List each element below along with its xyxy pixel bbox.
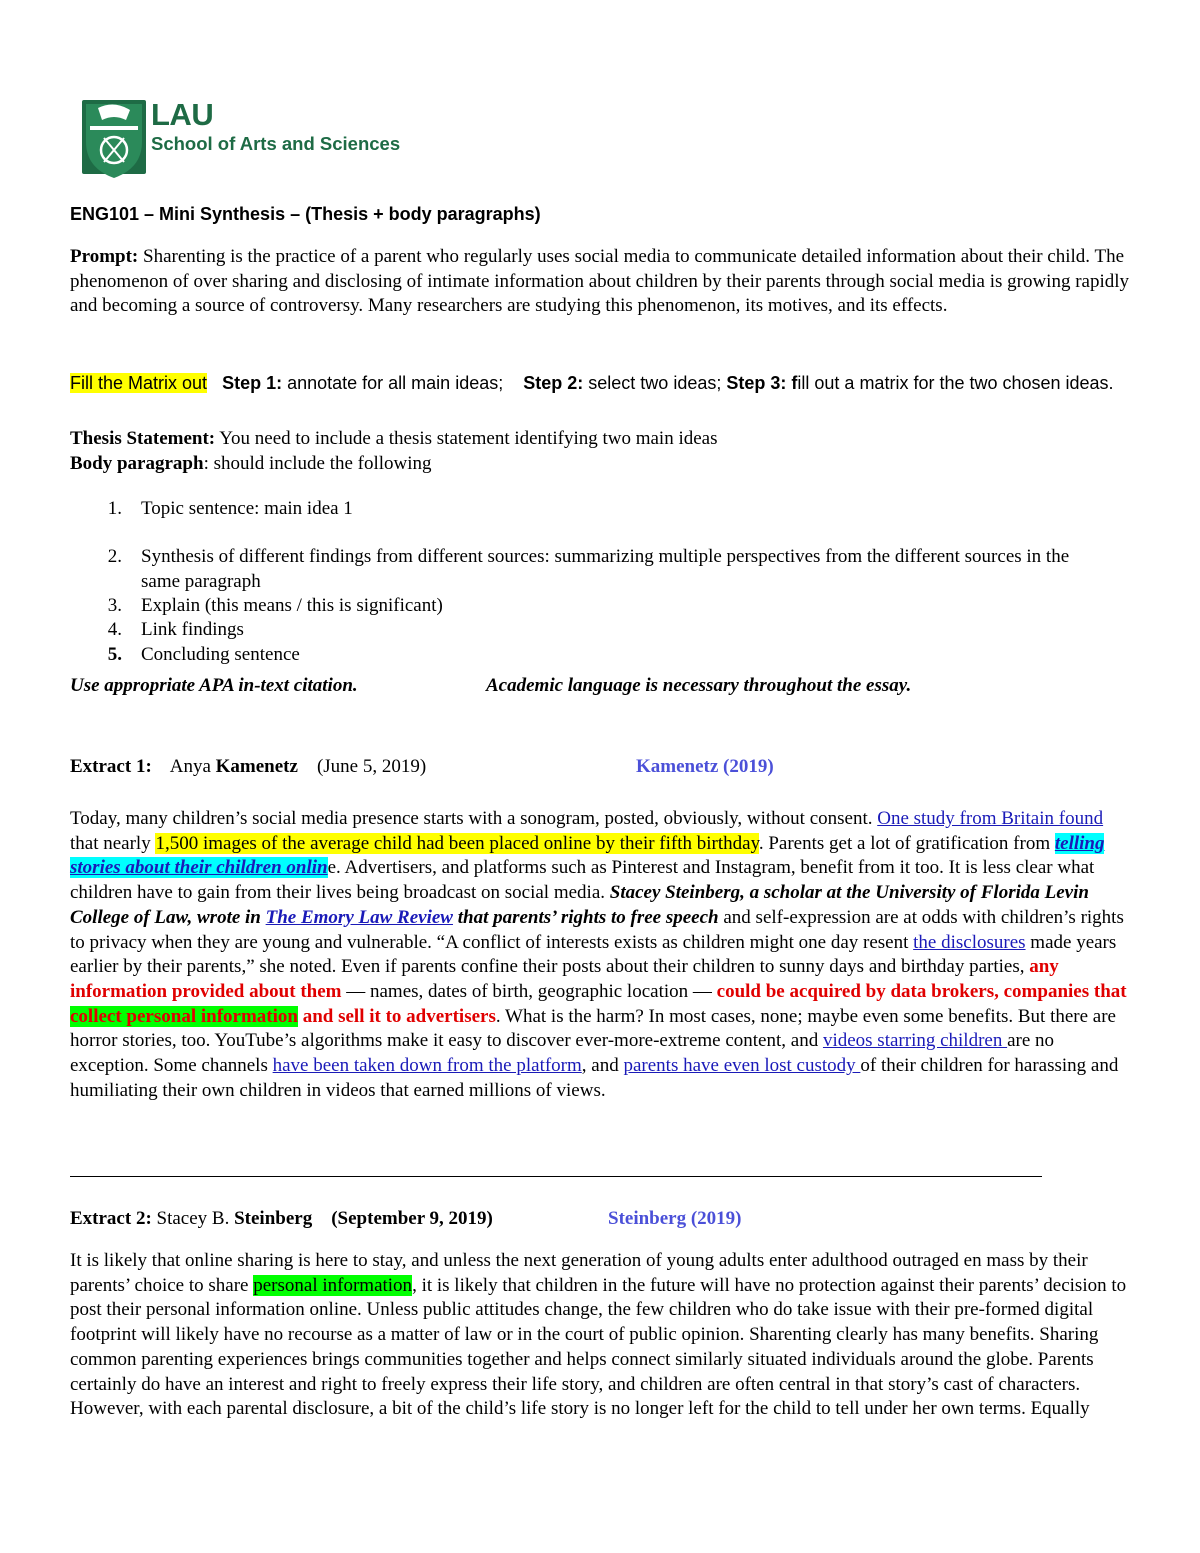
steps-paragraph (70, 370, 1130, 397)
document-title: ENG101 – Mini Synthesis – (Thesis + body paragraphs) (70, 204, 541, 224)
academic-note-text: Academic language is necessary throughout the essay. (486, 675, 912, 696)
extract2-author-first: Stacey B. (156, 1208, 230, 1229)
red-emphasis: could be acquired by data brokers, companies that (716, 980, 1127, 1002)
extract1-text: — names, dates of birth, geographic location — (341, 980, 717, 1002)
extract1-date: (June 5, 2019) (316, 756, 427, 777)
extract1-text: . What is the harm? In most cases, none; maybe even some benefits. But there are horror stories, too. YouTube’s algorithms make it easy to discover ever-more-extreme content, and (70, 1005, 1116, 1052)
extract1-text: , and (581, 1055, 624, 1077)
list-text: Topic sentence: main idea 1 (141, 498, 353, 519)
extract1-text: are no exception. Some channels (70, 1030, 1055, 1077)
extract2-header (70, 1207, 1130, 1232)
prompt-label: Prompt: (70, 246, 139, 267)
highlight-green-red: collect personal information (70, 1005, 298, 1027)
link-emory-law-review[interactable]: The Emory Law Review (265, 906, 453, 928)
red-emphasis: and sell it to advertisers (297, 1005, 496, 1027)
extract1-text: Today, many children’s social media presence starts with a sonogram, posted, obviously, without consent. (70, 808, 878, 829)
list-number: 2. (107, 546, 122, 567)
body-label: Body paragraph (70, 453, 204, 474)
list-number: 4. (107, 619, 122, 640)
prompt-paragraph (70, 245, 1130, 319)
list-text: Explain (this means / this is significant) (141, 595, 443, 616)
link-lost-custody[interactable]: parents have even lost custody (623, 1055, 861, 1077)
link-taken-down[interactable]: have been taken down from the platform (272, 1055, 582, 1077)
list-number: 5. (107, 644, 122, 665)
body-text: : should include the following (203, 453, 432, 474)
extract1-text: that nearly (70, 832, 156, 854)
step3-f: f (791, 373, 798, 393)
extract1-bold-italic: that parents’ rights to free speech (452, 906, 719, 928)
thesis-paragraph (70, 427, 1130, 452)
extract1-citation: Kamenetz (2019) (636, 756, 774, 777)
list-text: Concluding sentence (141, 644, 300, 665)
extract1-bold-italic: Stacey Steinberg, a scholar at the University of Florida Levin College of Law, wrote in (70, 882, 1089, 928)
extract1-label: Extract 1: (70, 756, 152, 777)
extract2-text: , it is likely that children in the future will have no protection against their parents’ decision to post their personal information online. Unless public attitudes change, the few children who do take issue with their pre-formed digital footprint will likely have no recourse as a matter of law or in the court of public opinion. Sharenting clearly has many benefits. Sharing common parenting experiences brings communities together and helps connect similarly situated individuals around the globe. Parents certainly do have an interest and right to freely express their life story, and children are often central in that story’s cast of characters. However, with each parental disclosure, a bit of the child’s life story is no longer left for the child to tell under her own terms. Equally (70, 1274, 1127, 1420)
extract2-citation: Steinberg (2019) (608, 1208, 742, 1229)
horizontal-rule (70, 1176, 1042, 1177)
step2-label: Step 2: (523, 373, 584, 393)
extract2-text: It is likely that online sharing is here to stay, and unless the next generation of young adults enter adulthood outraged en mass by their parents’ choice to share (70, 1250, 1088, 1296)
link-one-study[interactable]: One study from Britain found (877, 808, 1104, 829)
apa-note-text: Use appropriate APA in-text citation. (70, 675, 358, 696)
link-videos-starring-children[interactable]: videos starring children (822, 1030, 1008, 1052)
red-emphasis: any information provided about them (70, 956, 1059, 1002)
highlight-yellow: 1,500 images of the average child had been placed online by their fifth birthday (155, 832, 759, 854)
prompt-text: Sharenting is the practice of a parent who regularly uses social media to communicate detailed information about their child. The phenomenon of over sharing and disclosing of intimate information about children by their parents through social media is growing rapidly and becoming a source of controversy. Many researchers are studying this phenomenon, its motives, and its effects. (70, 246, 1130, 317)
logo-lau-text: LAU (151, 97, 214, 132)
link-the-disclosures[interactable]: the disclosures (913, 931, 1026, 953)
body-paragraph-instructions (70, 452, 1130, 477)
extract1-text: of their children for harassing and humiliating their own children in videos that earned millions of views. (70, 1055, 1119, 1101)
step3-label: Step 3: (726, 373, 787, 393)
thesis-text: You need to include a thesis statement identifying two main ideas (219, 428, 718, 449)
extract1-text: . Parents get a lot of gratification from (758, 832, 1055, 854)
extract1-author-first: Anya (169, 756, 211, 777)
step3-text: ill out a matrix for the two chosen ideas. (797, 373, 1114, 393)
list-text: Link findings (141, 619, 244, 640)
highlight-cyan-link[interactable]: telling stories about their children onlin (70, 832, 1105, 879)
extract1-text: made years earlier by their parents,” she noted. Even if parents confine their posts about their children to sunny days and birthday parties, (70, 931, 1117, 978)
list-number: 1. (107, 498, 122, 519)
academic-note (486, 674, 1086, 699)
extract2-label: Extract 2: (70, 1208, 152, 1229)
thesis-label: Thesis Statement: (70, 428, 216, 449)
extract1-author-last: Kamenetz (215, 756, 298, 777)
extract1-body (70, 807, 1130, 1103)
highlight-green: personal information (253, 1274, 413, 1296)
step1-label: Step 1: (222, 373, 283, 393)
fill-matrix-highlight: Fill the Matrix out (70, 373, 208, 393)
step2-text: select two ideas; (588, 373, 722, 393)
extract2-date: (September 9, 2019) (331, 1208, 493, 1229)
extract1-header (70, 755, 1130, 780)
step1-text: annotate for all main ideas; (287, 373, 504, 393)
extract1-text: and self-expression are at odds with children’s rights to privacy when they are young and vulnerable. “A conflict of interests exists as children might one day resent (70, 906, 1124, 953)
extract1-text: e. Advertisers, and platforms such as Pinterest and Instagram, benefit from it too. It is less clear what children have to gain from their lives being broadcast on social media. (70, 857, 1095, 904)
list-number: 3. (107, 595, 122, 616)
extract2-body (70, 1249, 1130, 1422)
extract2-author-last: Steinberg (234, 1208, 313, 1229)
logo-school-text: School of Arts and Sciences (151, 133, 401, 154)
list-text: Synthesis of different findings from different sources: summarizing multiple perspectives from the different sources in the same paragraph (141, 546, 1070, 592)
